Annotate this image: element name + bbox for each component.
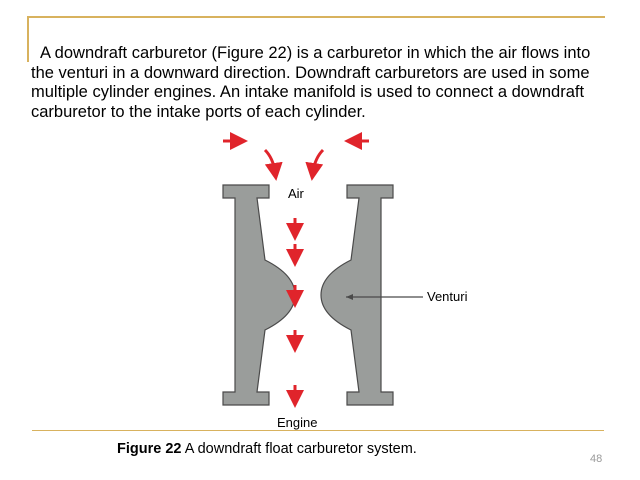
bottom-accent-rule — [32, 430, 604, 431]
caption-text: A downdraft float carburetor system. — [181, 441, 417, 457]
figure-caption — [117, 441, 417, 457]
caption-label: Figure 22 — [117, 441, 182, 457]
left-accent-rule — [27, 16, 29, 62]
left-venturi-wall — [223, 185, 295, 405]
page-number: 48 — [590, 453, 603, 465]
air-arrow-curve-left — [265, 150, 275, 172]
air-arrow-curve-right — [313, 150, 323, 172]
top-accent-rule — [27, 16, 605, 18]
label-engine: Engine — [277, 415, 318, 430]
label-venturi: Venturi — [427, 289, 468, 304]
label-air: Air — [288, 186, 304, 201]
body-paragraph: A downdraft carburetor (Figure 22) is a carburetor in which the air flows into the venturi in a downward direction. Downdraft carburetors are used in some multiple cylinder engines. An intake manifold is used to connect a downdraft carburetor to the intake ports of each cylinder. — [31, 44, 591, 121]
downdraft-carburetor-diagram — [205, 130, 475, 435]
right-venturi-wall — [321, 185, 393, 405]
